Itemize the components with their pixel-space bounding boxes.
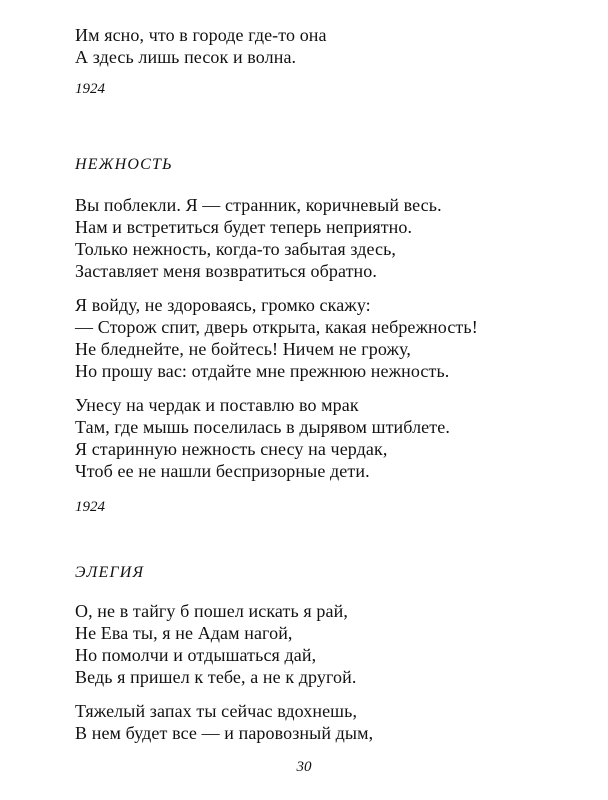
poem-line: В нем будет все — и паровозный дым, [75,723,374,743]
page-number: 30 [296,759,312,775]
poem-line: Там, где мышь поселилась в дырявом штиблете. [75,417,450,437]
poem-line: Не бледнейте, не бойтесь! Ничем не грожу, [75,339,411,359]
poem-line: Нам и встретиться будет теперь неприятно. [75,217,413,237]
poem-line: — Сторож спит, дверь открыта, какая небрежность! [75,317,478,337]
poem-title-elegiya: ЭЛЕГИЯ [75,564,145,581]
poem-line: О, не в тайгу б пошел искать я рай, [75,601,348,621]
poem-line: Только нежность, когда-то забытая здесь, [75,239,397,259]
poem-line: Не Ева ты, я не Адам нагой, [75,623,293,643]
poem-line: Но помолчи и отдышаться дай, [75,645,317,665]
poem-line: Я войду, не здороваясь, громко скажу: [75,295,371,315]
poem-line: Унесу на чердак и поставлю во мрак [75,395,359,415]
poem-line: Но прошу вас: отдайте мне прежнюю нежность. [75,361,450,381]
poem-date-nezhnost: 1924 [75,499,105,515]
prev-poem-line: А здесь лишь песок и волна. [75,47,297,67]
poem-title-nezhnost: НЕЖНОСТЬ [75,156,173,173]
poem-line: Тяжелый запах ты сейчас вдохнешь, [75,701,358,721]
prev-poem-date: 1924 [75,81,105,97]
poem-line: Чтоб ее не нашли беспризорные дети. [75,461,370,481]
poem-line: Заставляет меня возвратиться обратно. [75,261,377,281]
poem-line: Я старинную нежность снесу на чердак, [75,439,388,459]
prev-poem-line: Им ясно, что в городе где-то она [75,25,327,45]
poem-line: Вы поблекли. Я — странник, коричневый весь. [75,195,442,215]
poem-line: Ведь я пришел к тебе, а не к другой. [75,667,357,687]
